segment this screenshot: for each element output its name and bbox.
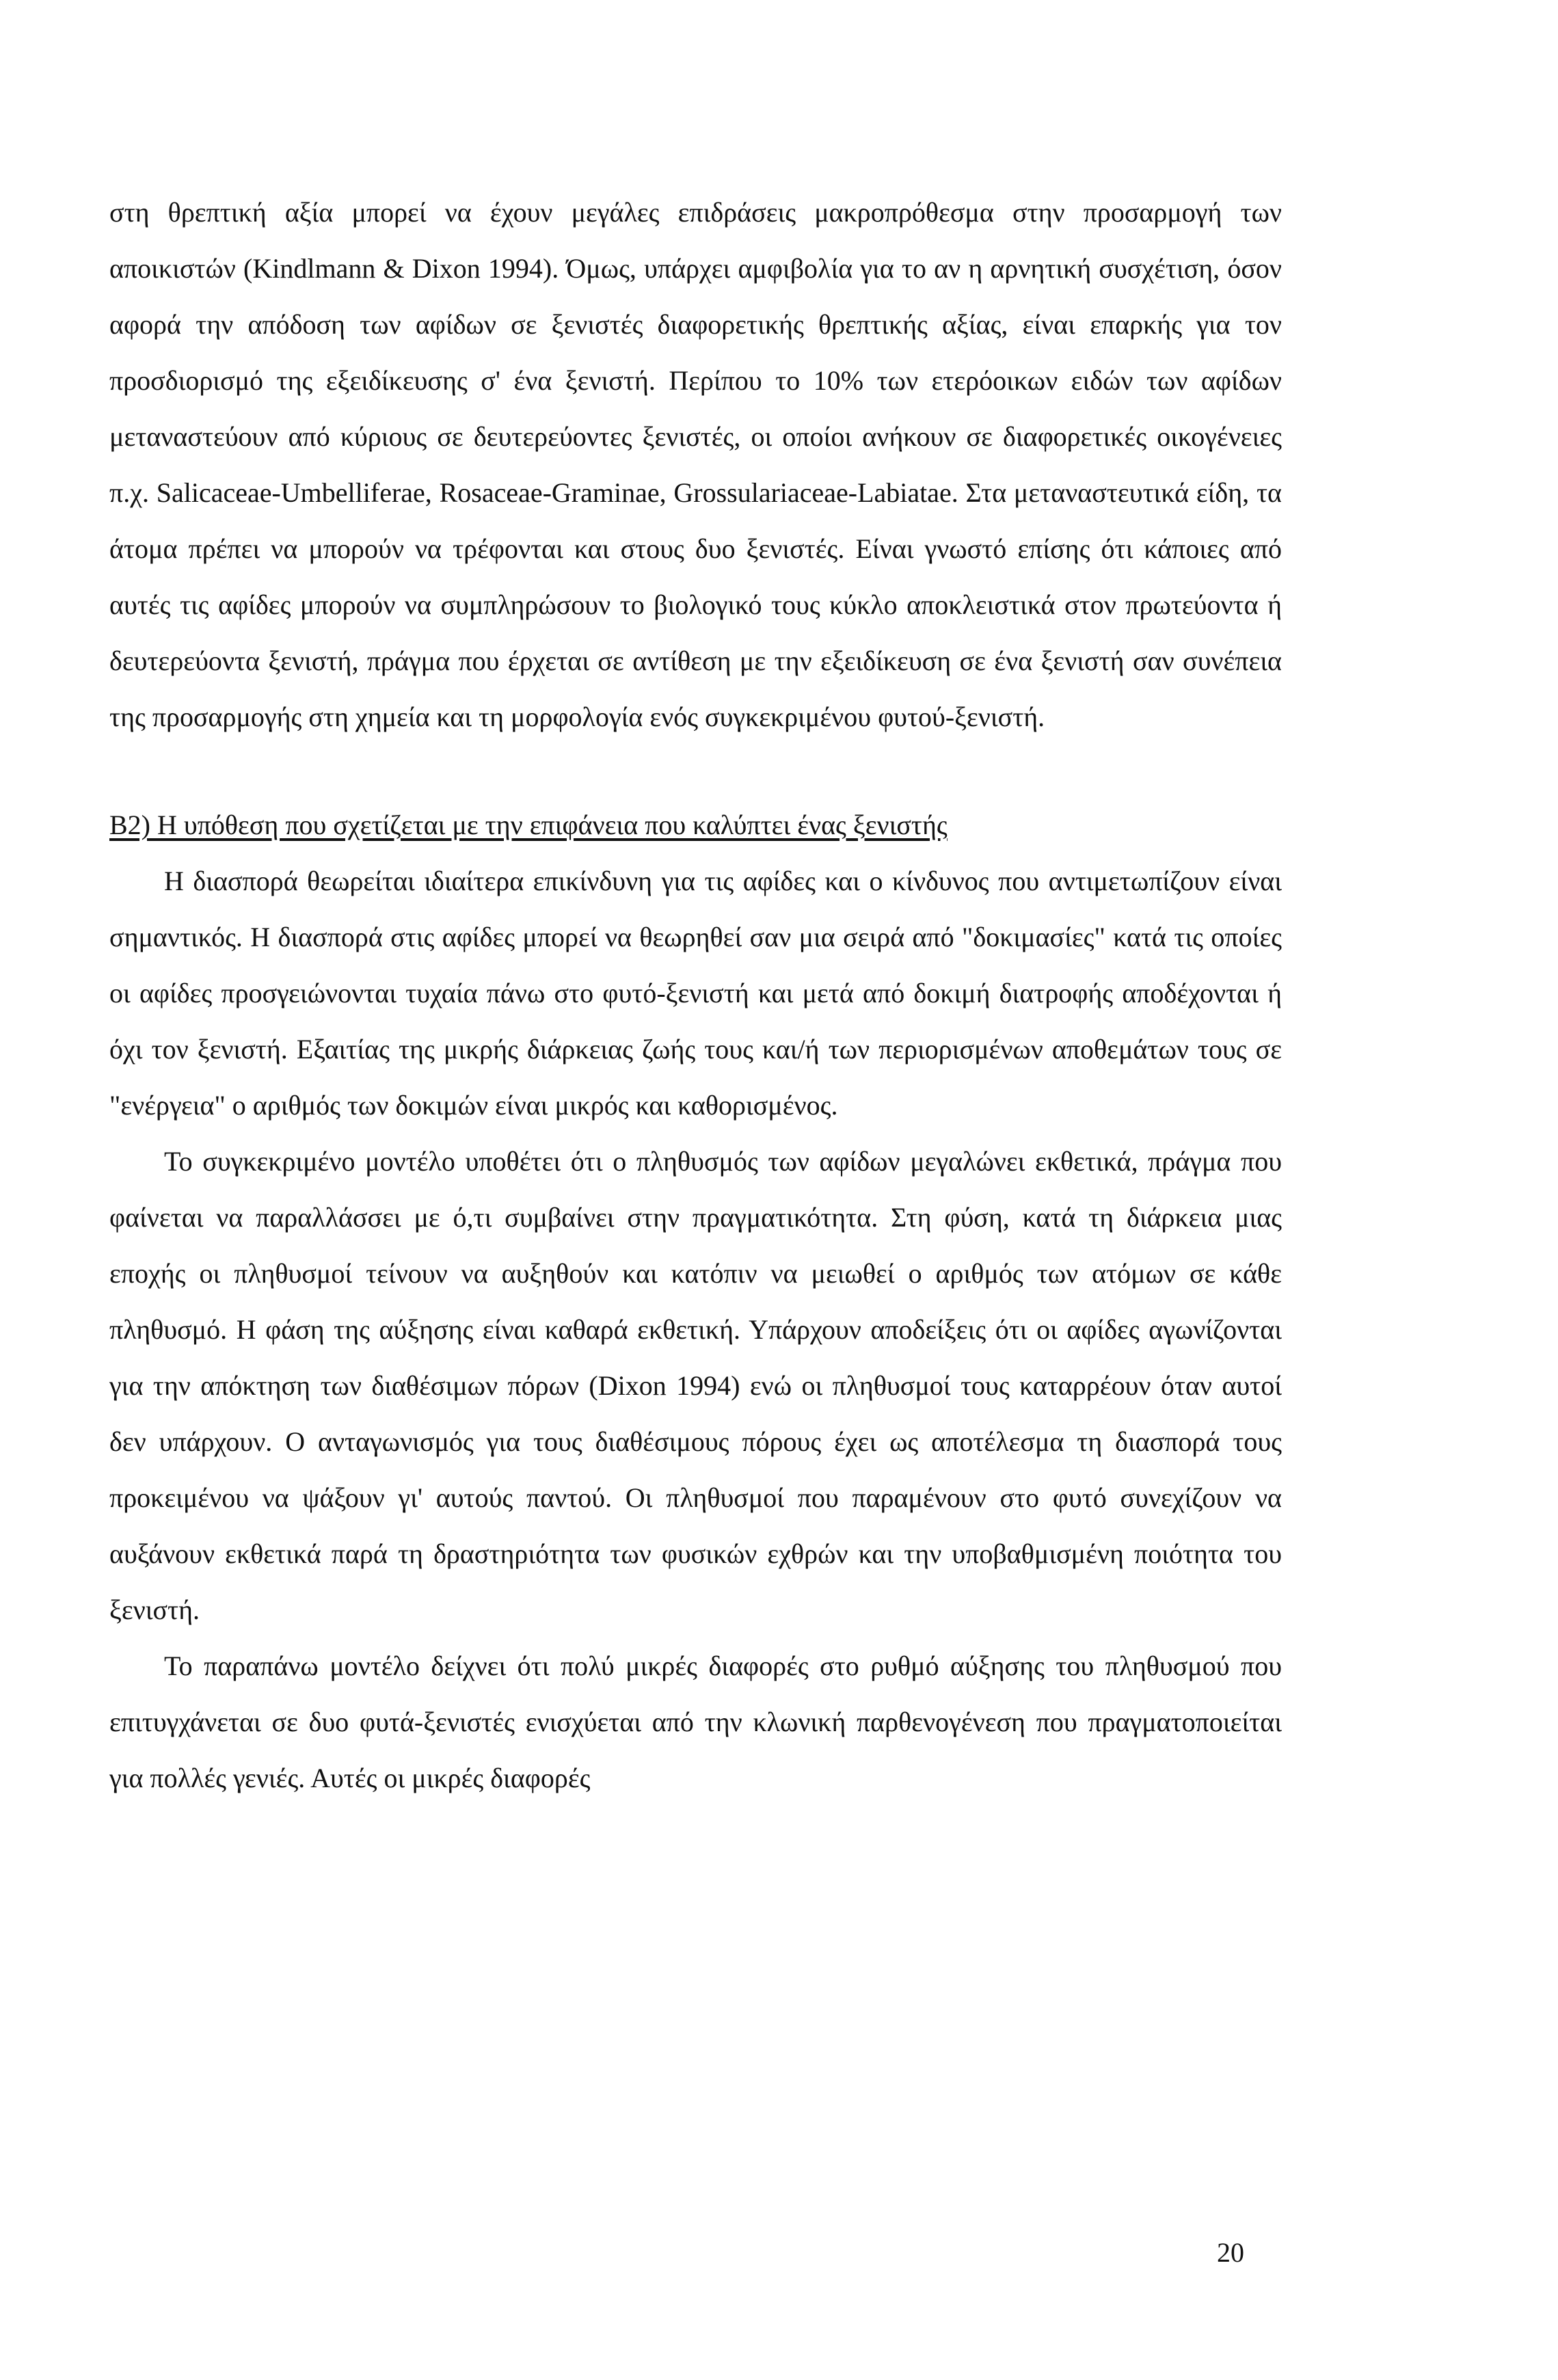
paragraph-3: Το συγκεκριμένο μοντέλο υποθέτει ότι ο πληθυσμός των αφίδων μεγαλώνει εκθετικά, πράγμα που φαίνεται να παραλλάσσει με ό,τι συμβαίνει στην πραγματικότητα. Στη φύση, κατά τη διάρκεια μιας εποχής οι πληθυσμοί τείνουν να αυξηθούν και κατόπιν να μειωθεί ο αριθμός των ατόμων σε κάθε πληθυσμό. Η φάση της αύξησης είναι καθαρά εκθετική. Υπάρχουν αποδείξεις ότι οι αφίδες αγωνίζονται για την απόκτηση των διαθέσιμων πόρων (Dixon 1994) ενώ οι πληθυσμοί τους καταρρέουν όταν αυτοί δεν υπάρχουν. Ο ανταγωνισμός για τους διαθέσιμους πόρους έχει ως αποτέλεσμα τη διασπορά τους προκειμένου να ψάξουν γι' αυτούς παντού. Οι πληθυσμοί που παραμένουν στο φυτό συνεχίζουν να αυξάνουν εκθετικά παρά τη δραστηριότητα των φυσικών εχθρών και την υποβαθμισμένη ποιότητα του ξενιστή. (109, 1146, 1282, 1625)
page-number: 20 (1217, 2237, 1244, 2268)
section-heading: Β2) Η υπόθεση που σχετίζεται με την επιφάνεια που καλύπτει ένας ξενιστής (109, 810, 948, 840)
paragraph-1: στη θρεπτική αξία μπορεί να έχουν μεγάλες επιδράσεις μακροπρόθεσμα στην προσαρμογή των αποικιστών (Kindlmann & Dixon 1994). Όμως, υπάρχει αμφιβολία για το αν η αρνητική συσχέτιση, όσον αφορά την απόδοση των αφίδων σε ξενιστές διαφορετικής θρεπτικής αξίας, είναι επαρκής για τον προσδιορισμό της εξειδίκευσης σ' ένα ξενιστή. Περίπου το 10% των ετερόοικων ειδών των αφίδων μεταναστεύουν από κύριους σε δευτερεύοντες ξενιστές, οι οποίοι ανήκουν σε διαφορετικές οικογένειες π.χ. Salicaceae-Umbelliferae, Rosaceae-Graminae, Grossulariaceae-Labiatae. Στα μεταναστευτικά είδη, τα άτομα πρέπει να μπορούν να τρέφονται και στους δυο ξενιστές. Είναι γνωστό επίσης ότι κάποιες από αυτές τις αφίδες μπορούν να συμπληρώσουν το βιολογικό τους κύκλο αποκλειστικά στον πρωτεύοντα ή δευτερεύοντα ξενιστή, πράγμα που έρχεται σε αντίθεση με την εξειδίκευση σε ένα ξενιστή σαν συνέπεια της προσαρμογής στη χημεία και τη μορφολογία ενός συγκεκριμένου φυτού-ξενιστή. (109, 197, 1282, 732)
paragraph-2: Η διασπορά θεωρείται ιδιαίτερα επικίνδυνη για τις αφίδες και ο κίνδυνος που αντιμετωπίζουν είναι σημαντικός. Η διασπορά στις αφίδες μπορεί να θεωρηθεί σαν μια σειρά από "δοκιμασίες" κατά τις οποίες οι αφίδες προσγειώνονται τυχαία πάνω στο φυτό-ξενιστή και μετά από δοκιμή διατροφής αποδέχονται ή όχι τον ξενιστή. Εξαιτίας της μικρής διάρκειας ζωής τους και/ή των περιορισμένων αποθεμάτων τους σε "ενέργεια" ο αριθμός των δοκιμών είναι μικρός και καθορισμένος. (109, 866, 1282, 1121)
document-body (109, 185, 1282, 1806)
paragraph-4: Το παραπάνω μοντέλο δείχνει ότι πολύ μικρές διαφορές στο ρυθμό αύξησης του πληθυσμού που επιτυγχάνεται σε δυο φυτά-ξενιστές ενισχύεται από την κλωνική παρθενογένεση που πραγματοποιείται για πολλές γενιές. Αυτές οι μικρές διαφορές (109, 1650, 1282, 1793)
